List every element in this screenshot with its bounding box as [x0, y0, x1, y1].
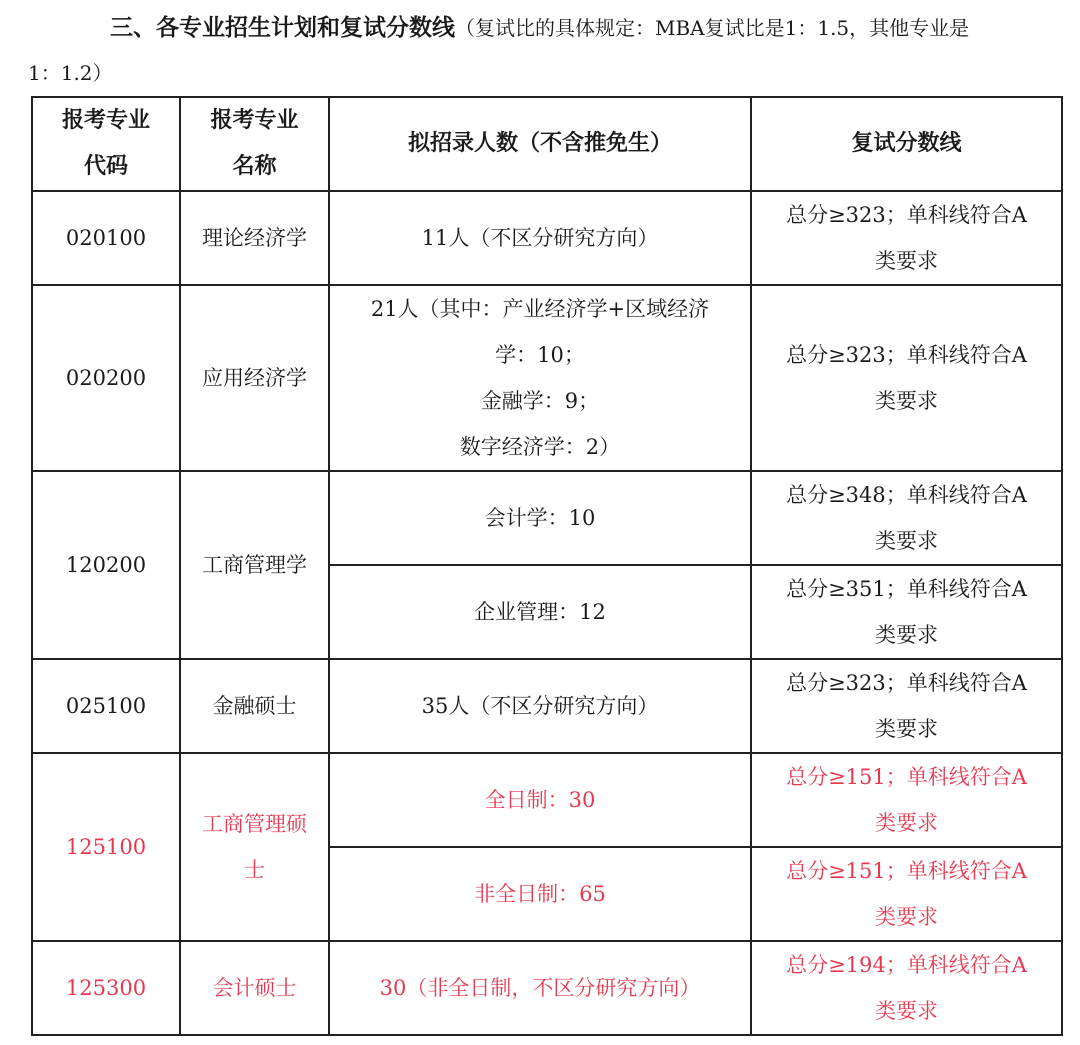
section-note-continued: 1：1.2）: [28, 61, 113, 85]
cell-enroll: 企业管理：12: [329, 565, 751, 659]
table-row: [32, 191, 1062, 285]
section-title: 三、各专业招生计划和复试分数线: [110, 15, 455, 41]
cell-score: 总分≥323；单科线符合A 类要求: [751, 285, 1062, 471]
table-row: [32, 471, 1062, 565]
cell-score: 总分≥348；单科线符合A 类要求: [751, 471, 1062, 565]
header-code: 报考专业 代码: [32, 97, 180, 191]
cell-name: 理论经济学: [180, 191, 329, 285]
cell-name: 工商管理硕 士: [180, 753, 329, 941]
cell-code: 125300: [32, 941, 180, 1035]
cell-enroll: 会计学：10: [329, 471, 751, 565]
cell-code: 020100: [32, 191, 180, 285]
table-row: [32, 941, 1062, 1035]
table-row: [32, 285, 1062, 471]
cell-score: 总分≥151；单科线符合A 类要求: [751, 847, 1062, 941]
cell-name: 工商管理学: [180, 471, 329, 659]
cell-score: 总分≥323；单科线符合A 类要求: [751, 659, 1062, 753]
cell-enroll: 11人（不区分研究方向）: [329, 191, 751, 285]
section-heading: [0, 6, 1072, 95]
cell-score: 总分≥194；单科线符合A 类要求: [751, 941, 1062, 1035]
cell-name: 金融硕士: [180, 659, 329, 753]
cell-code: 120200: [32, 471, 180, 659]
cell-code: 025100: [32, 659, 180, 753]
cell-enroll: 21人（其中：产业经济学+区域经济 学：10； 金融学：9； 数字经济学：2）: [329, 285, 751, 471]
cell-score: 总分≥351；单科线符合A 类要求: [751, 565, 1062, 659]
header-enroll: 拟招录人数（不含推免生）: [329, 97, 751, 191]
section-note: （复试比的具体规定：MBA复试比是1：1.5，其他专业是: [455, 16, 970, 40]
cell-code: 125100: [32, 753, 180, 941]
table-row: [32, 753, 1062, 847]
table-header-row: [32, 97, 1062, 191]
cell-code: 020200: [32, 285, 180, 471]
table-row: [32, 659, 1062, 753]
cell-enroll: 35人（不区分研究方向）: [329, 659, 751, 753]
cell-score: 总分≥323；单科线符合A 类要求: [751, 191, 1062, 285]
header-name: 报考专业 名称: [180, 97, 329, 191]
cell-enroll: 全日制：30: [329, 753, 751, 847]
cell-enroll: 非全日制：65: [329, 847, 751, 941]
cell-name: 会计硕士: [180, 941, 329, 1035]
header-score: 复试分数线: [751, 97, 1062, 191]
cell-score: 总分≥151；单科线符合A 类要求: [751, 753, 1062, 847]
cell-name: 应用经济学: [180, 285, 329, 471]
cell-enroll: 30（非全日制，不区分研究方向）: [329, 941, 751, 1035]
enrollment-table: [31, 96, 1063, 1036]
